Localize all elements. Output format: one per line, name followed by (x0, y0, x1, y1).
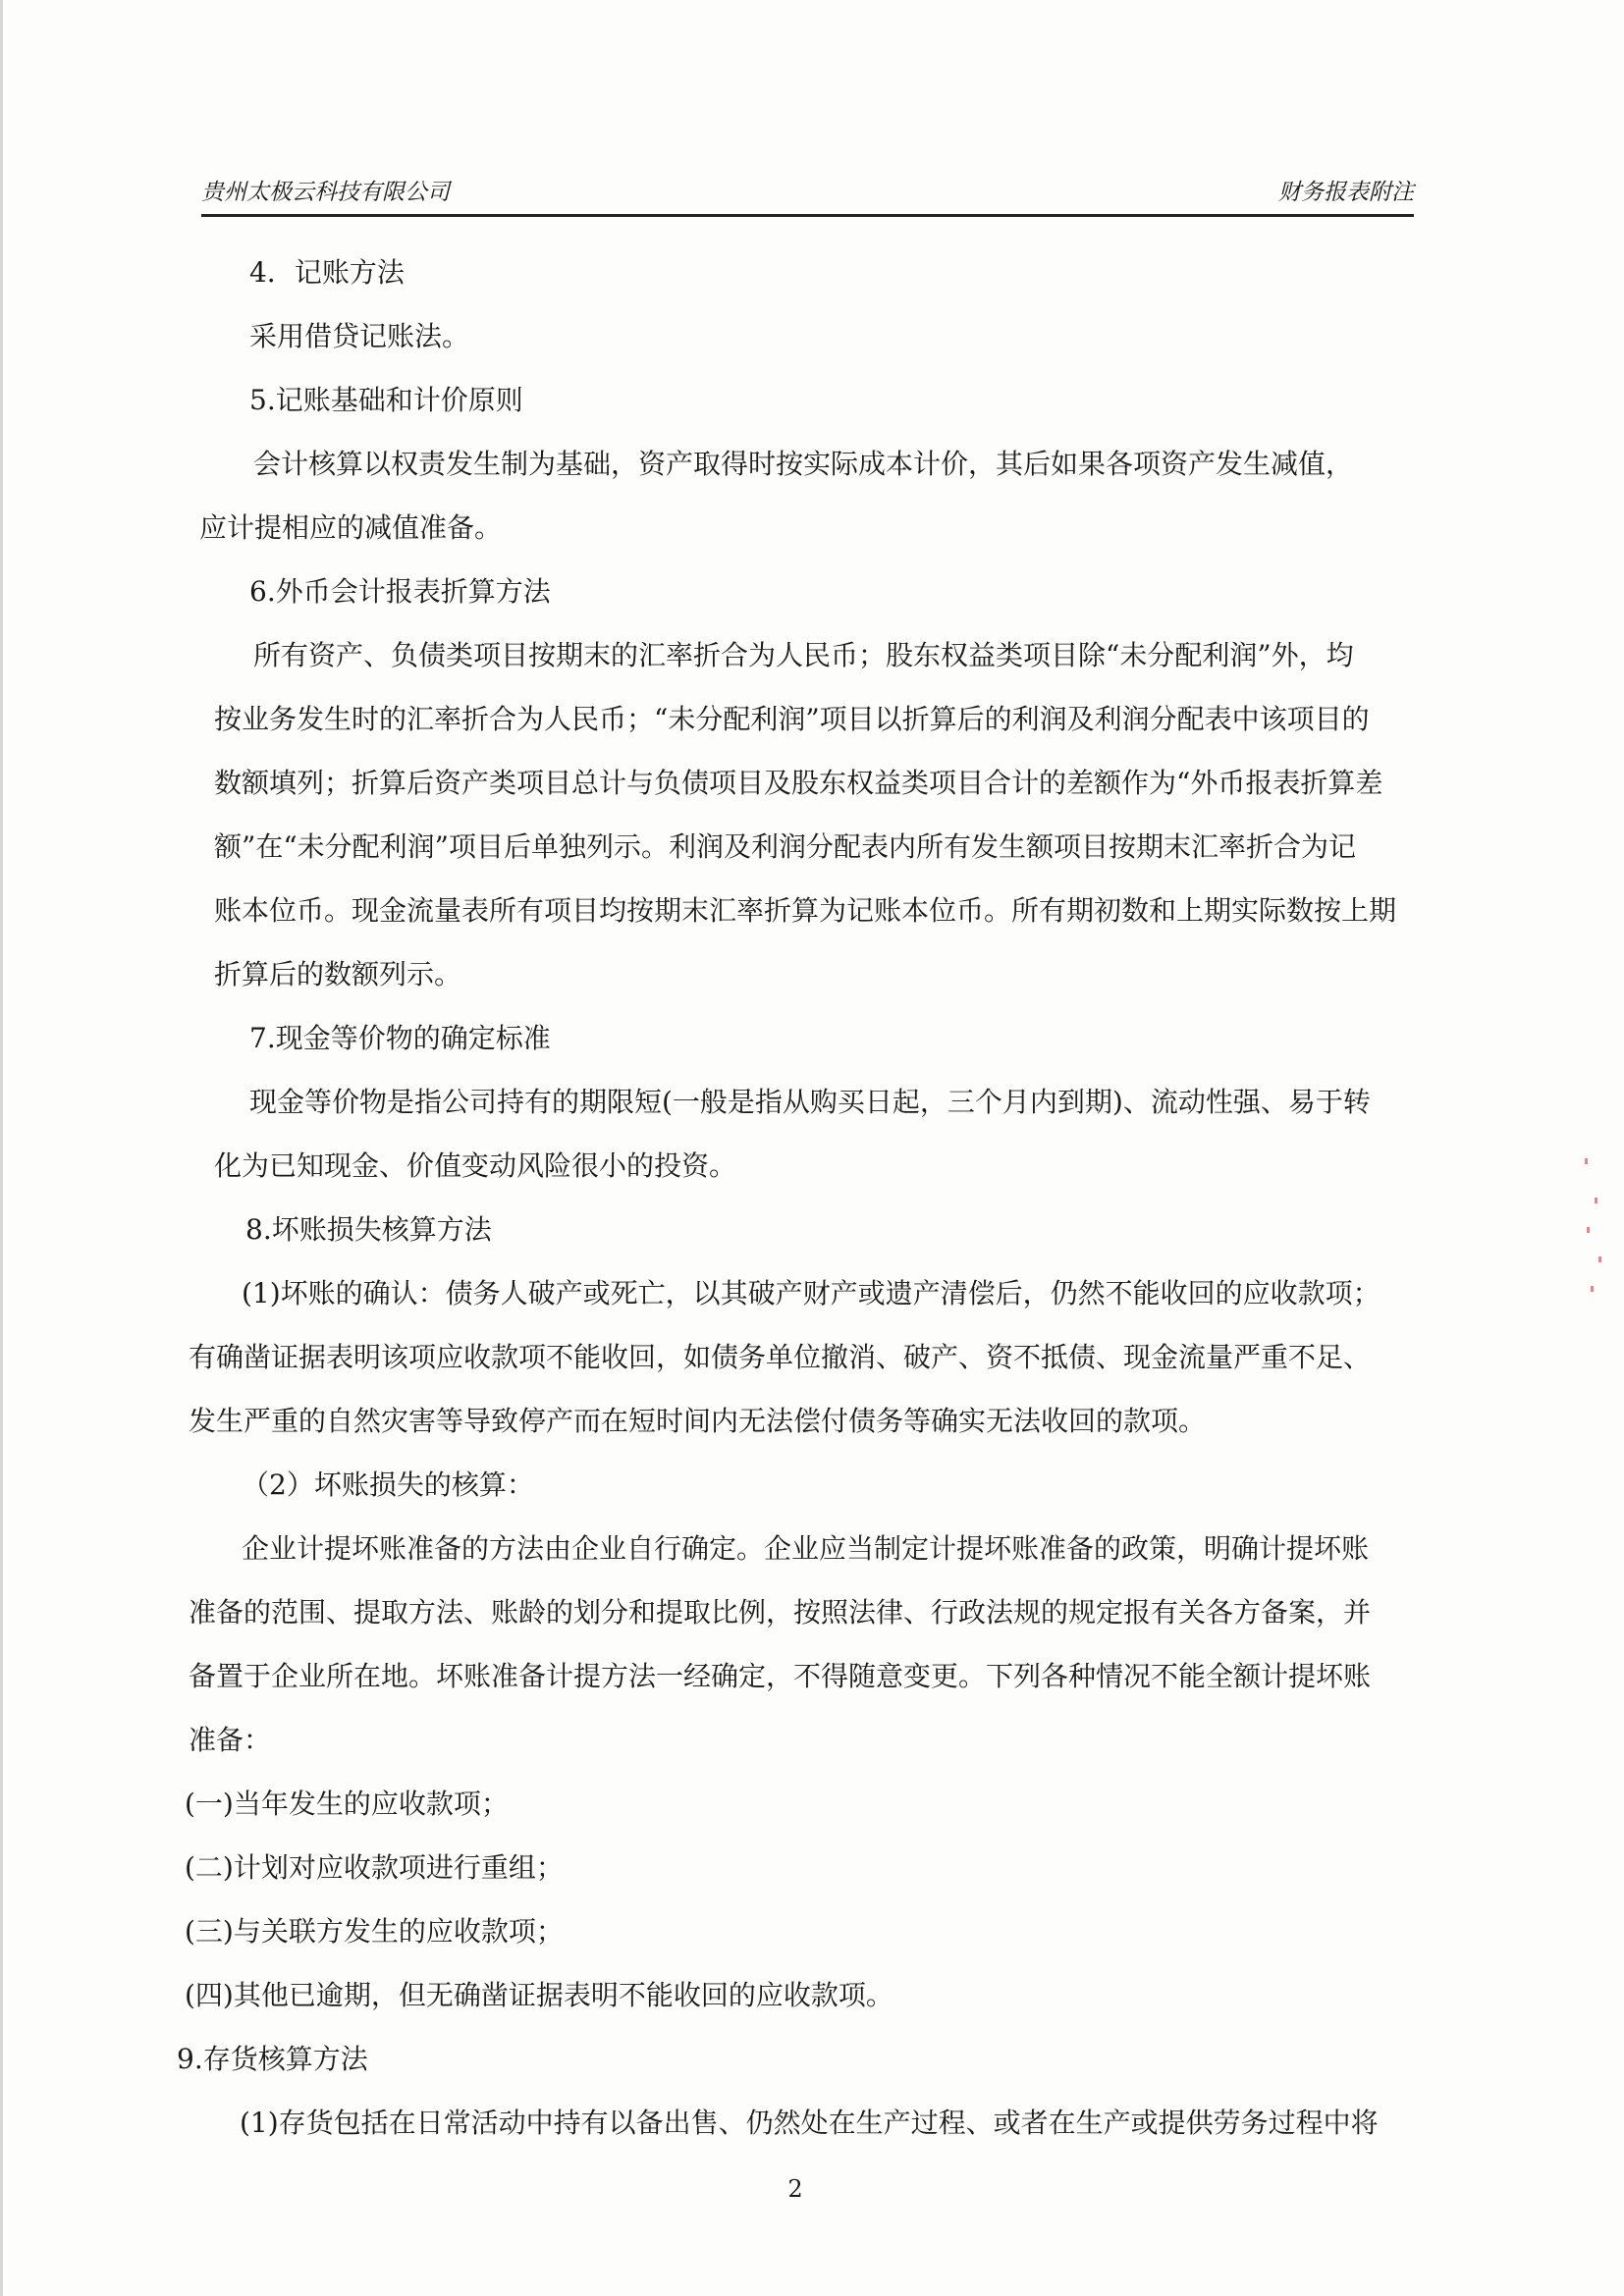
paragraph-line: 应计提相应的减值准备。 (199, 511, 503, 544)
paragraph-line: 所有资产、负债类项目按期末的汇率折合为人民币；股东权益类项目除“未分配利润”外，均 (253, 639, 1354, 671)
company-name: 贵州太极云科技有限公司 (201, 180, 450, 205)
paragraph-line: 备置于企业所在地。坏账准备计提方法一经确定，不得随意变更。下列各种情况不能全额计提坏账 (189, 1660, 1372, 1692)
list-item: (二)计划对应收款项进行重组； (185, 1851, 564, 1884)
paragraph-line: 现金等价物是指公司持有的期限短(一般是指从购买日起，三个月内到期)、流动性强、易于转 (249, 1086, 1371, 1118)
heading-bookkeeping-method: 4．记账方法 (249, 256, 405, 289)
page-header (201, 165, 1414, 217)
scan-edge (0, 0, 3, 2296)
list-item: (三)与关联方发生的应收款项； (185, 1915, 564, 1948)
paragraph-line: 采用借贷记账法。 (249, 320, 470, 352)
scan-artifact-marks (1581, 1158, 1610, 1306)
list-item: (四)其他已逾期，但无确凿证据表明不能收回的应收款项。 (185, 1979, 893, 2011)
page-number: 2 (787, 2175, 803, 2203)
paragraph-line: 有确凿证据表明该项应收款项不能收回，如债务单位撤消、破产、资不抵债、现金流量严重不足、 (189, 1341, 1372, 1373)
heading-cash-equivalents: 7.现金等价物的确定标准 (249, 1022, 551, 1054)
paragraph-line: 折算后的数额列示。 (214, 958, 462, 990)
paragraph-line: (1)坏账的确认：债务人破产或死亡，以其破产财产或遗产清偿后，仍然不能收回的应收款项； (242, 1277, 1380, 1309)
heading-accounting-basis: 5.记账基础和计价原则 (249, 384, 523, 416)
list-item: (一)当年发生的应收款项； (185, 1788, 509, 1820)
paragraph-line: 数额填列；折算后资产类项目总计与负债项目及股东权益类项目合计的差额作为“外币报表折算差 (214, 767, 1383, 799)
paragraph-line: 账本位币。现金流量表所有项目均按期末汇率折算为记账本位币。所有期初数和上期实际数按上期 (214, 894, 1397, 927)
paragraph-line: 准备的范围、提取方法、账龄的划分和提取比例，按照法律、行政法规的规定报有关各方备案，并 (189, 1596, 1372, 1629)
subheading-bad-debt-accounting: （2）坏账损失的核算： (242, 1468, 534, 1501)
paragraph-line: 会计核算以权责发生制为基础，资产取得时按实际成本计价，其后如果各项资产发生减值， (253, 448, 1354, 480)
paragraph-line: 额”在“未分配利润”项目后单独列示。利润及利润分配表内所有发生额项目按期末汇率折合为记 (214, 830, 1356, 863)
paragraph-line: 化为已知现金、价值变动风险很小的投资。 (214, 1149, 737, 1182)
paragraph-line: 按业务发生时的汇率折合为人民币；“未分配利润”项目以折算后的利润及利润分配表中该项目的 (214, 703, 1370, 735)
paragraph-line: 准备： (189, 1724, 272, 1756)
paragraph-line: 企业计提坏账准备的方法由企业自行确定。企业应当制定计提坏账准备的政策，明确计提坏账 (242, 1532, 1370, 1565)
heading-inventory: 9.存货核算方法 (177, 2043, 368, 2075)
paragraph-line: (1)存货包括在日常活动中持有以备出售、仍然处在生产过程、或者在生产或提供劳务过程中将 (240, 2107, 1379, 2139)
heading-bad-debt: 8.坏账损失核算方法 (245, 1213, 492, 1246)
heading-currency-translation: 6.外币会计报表折算方法 (249, 575, 551, 608)
document-type: 财务报表附注 (1278, 180, 1414, 205)
paragraph-line: 发生严重的自然灾害等导致停产而在短时间内无法偿付债务等确实无法收回的款项。 (189, 1405, 1207, 1437)
